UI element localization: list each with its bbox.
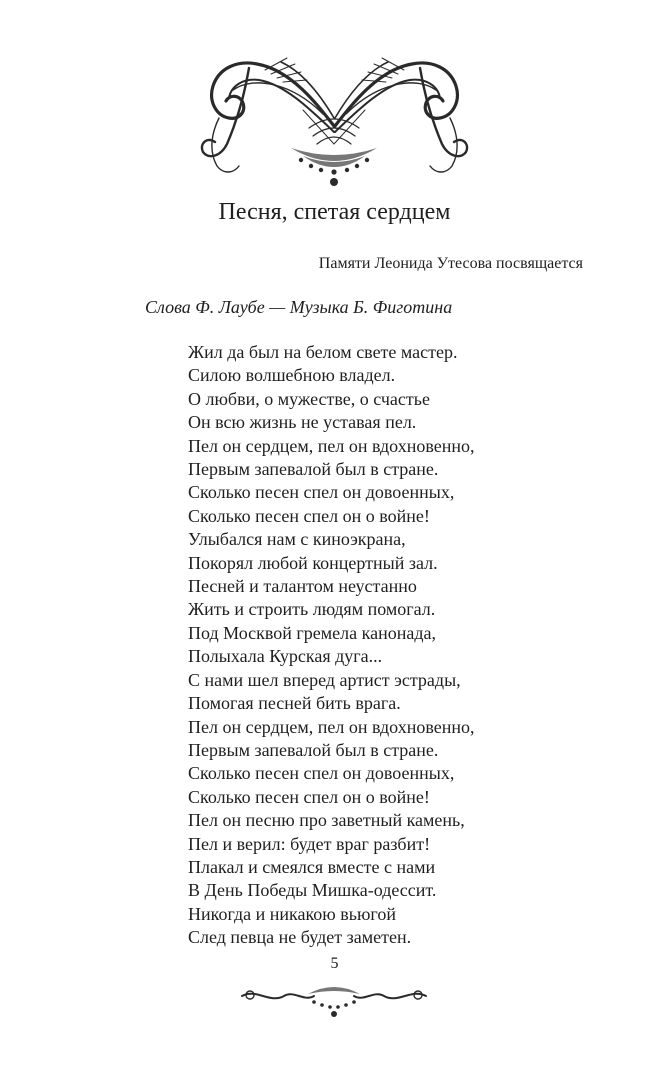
verse-line: Пел он сердцем, пел он вдохновенно, <box>188 716 475 737</box>
verse-line: Пел и верил: будет враг разбит! <box>188 833 431 854</box>
verse-line: С нами шел вперед артист эстрады, <box>188 669 461 690</box>
verse-line: Жил да был на белом свете мастер. <box>188 342 458 362</box>
verse-line: Сколько песен спел он о войне! <box>188 505 430 526</box>
verse-line: Песней и талантом неустанно <box>188 576 417 597</box>
ornament-footer-flourish <box>240 978 428 1018</box>
verse-line: След певца не будет заметен. <box>188 927 412 948</box>
verse-line: Полыхала Курская дуга... <box>188 646 383 667</box>
verse-line: Плакал и смеялся вместе с нами <box>188 856 436 877</box>
verse-line: Сколько песен спел он о войне! <box>188 786 430 807</box>
poem-title: Песня, спетая сердцем <box>218 199 451 225</box>
verse-line: О любви, о мужестве, о счастье <box>188 388 430 409</box>
page-number: 5 <box>330 955 339 972</box>
verse-line: Первым запевалой был в стране. <box>188 739 439 760</box>
verse-line: Сколько песен спел он довоенных, <box>188 482 455 503</box>
verse-line: Улыбался нам с киноэкрана, <box>188 529 406 550</box>
ornament-header-flourish <box>199 48 470 190</box>
verse-line: Покорял любой концертный зал. <box>188 552 438 573</box>
verse-line: Помогая песней бить врага. <box>188 693 401 714</box>
credits: Слова Ф. Лаубе — Музыка Б. Фиготина <box>145 297 453 317</box>
verse-line: Никогда и никакою вьюгой <box>188 903 396 924</box>
verse-line: Под Москвой гремела канонада, <box>188 622 436 643</box>
verse-line: Пел он сердцем, пел он вдохновенно, <box>188 435 475 456</box>
verse-line: Жить и строить людям помогал. <box>188 599 436 620</box>
verse-line: Первым запевалой был в стране. <box>188 459 439 480</box>
verse-line: Сколько песен спел он довоенных, <box>188 763 455 784</box>
verse-line: Силою волшебною владел. <box>188 365 396 386</box>
verse-line: Он всю жизнь не уставая пел. <box>188 412 417 433</box>
verse-lines <box>188 341 588 950</box>
verse-line: В День Победы Мишка-одессит. <box>188 880 437 901</box>
verse-line: Пел он песню про заветный камень, <box>188 810 465 831</box>
dedication: Памяти Леонида Утесова посвящается <box>318 255 583 272</box>
